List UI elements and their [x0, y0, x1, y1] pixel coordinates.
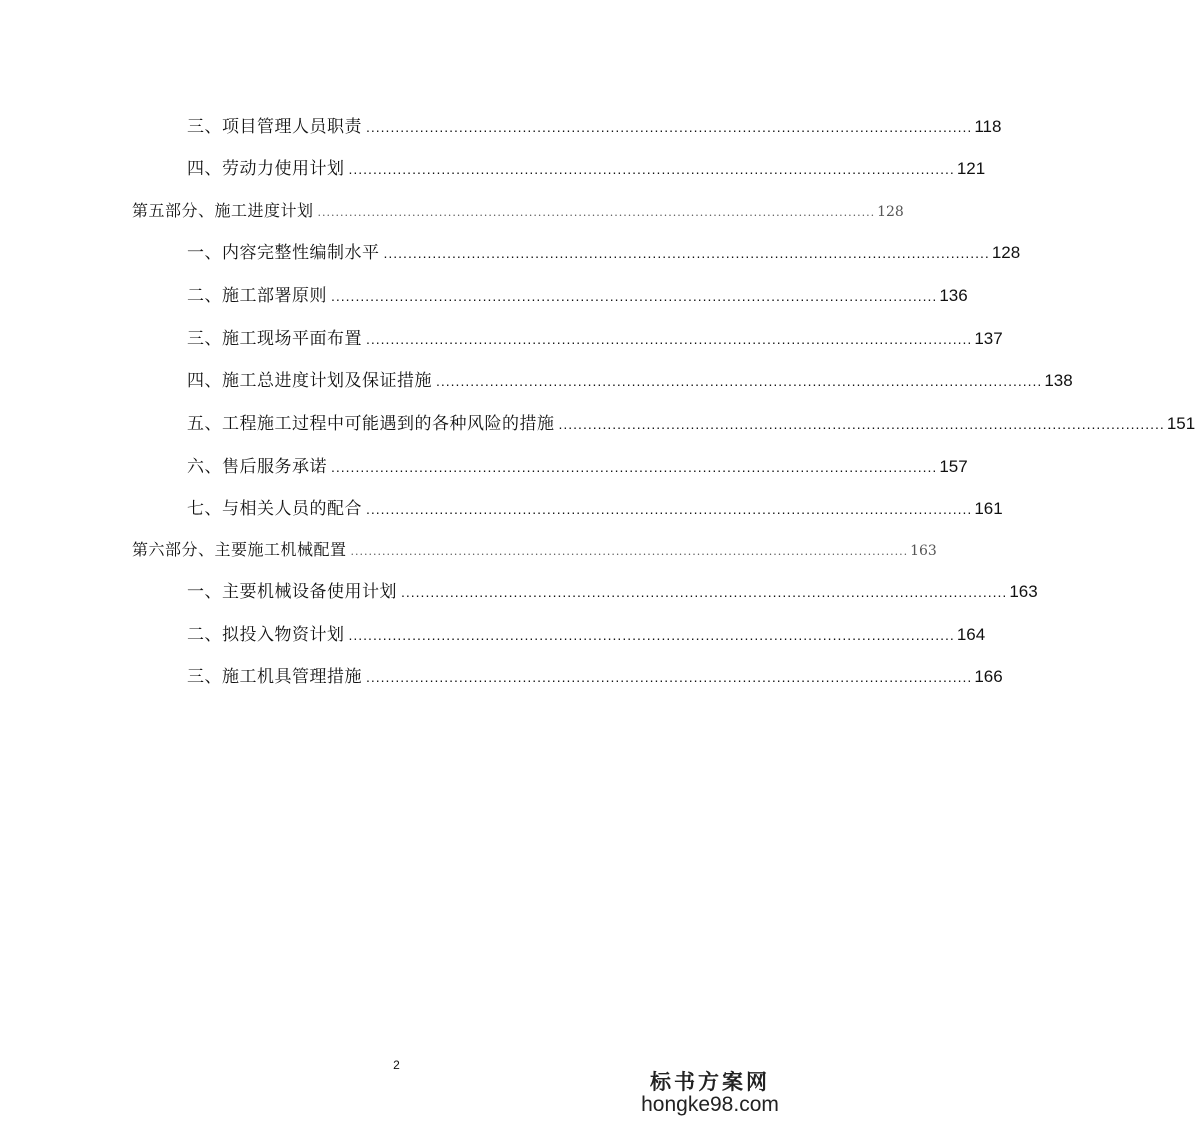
- toc-entry-title: 三、项目管理人员职责: [187, 117, 362, 137]
- toc-entry-title: 三、施工机具管理措施: [187, 667, 362, 687]
- toc-entry-title: 一、内容完整性编制水平: [187, 243, 380, 263]
- toc-entry-title: 四、劳动力使用计划: [187, 159, 345, 179]
- toc-dot-leader: ............................................................................................................................: [331, 288, 938, 304]
- toc-dot-leader: ............................................................................................................................: [348, 161, 955, 177]
- toc-section-entry[interactable]: [132, 198, 904, 224]
- toc-entry-title: 四、施工总进度计划及保证措施: [187, 371, 432, 391]
- toc-entry[interactable]: [187, 326, 1003, 352]
- toc-entry[interactable]: [187, 454, 968, 480]
- watermark-domain-text: hongke98.com: [641, 1092, 779, 1116]
- toc-dot-leader: ............................................................................................................................: [558, 416, 1165, 432]
- toc-entry-page: 164: [956, 625, 986, 644]
- toc-entry-title: 七、与相关人员的配合: [187, 499, 362, 519]
- toc-dot-leader: ............................................................................................................................: [350, 545, 909, 558]
- toc-entry-page: 166: [974, 667, 1003, 686]
- toc-entry[interactable]: [187, 664, 1003, 690]
- toc-entry-title: 二、施工部署原则: [187, 286, 327, 306]
- toc-entry[interactable]: [187, 579, 1038, 605]
- toc-entry[interactable]: [187, 622, 986, 648]
- toc-dot-leader: ............................................................................................................................: [366, 119, 973, 135]
- toc-dot-leader: ............................................................................................................................: [383, 245, 990, 261]
- toc-entry-page: 163: [910, 543, 937, 559]
- toc-entry[interactable]: [187, 114, 1002, 140]
- page-number: 2: [393, 1058, 400, 1072]
- toc-entry[interactable]: [187, 240, 1021, 266]
- toc-entry-page: 118: [974, 117, 1002, 136]
- toc-entry-page: 163: [1009, 582, 1038, 601]
- toc-entry-page: 136: [939, 286, 968, 305]
- toc-dot-leader: ............................................................................................................................: [366, 501, 973, 517]
- toc-entry-page: 157: [939, 457, 968, 476]
- toc-entry-title: 六、售后服务承诺: [187, 457, 327, 477]
- toc-entry-title: 三、施工现场平面布置: [187, 329, 362, 349]
- toc-entry-page: 137: [974, 329, 1003, 348]
- toc-dot-leader: ............................................................................................................................: [331, 459, 938, 475]
- toc-dot-leader: ............................................................................................................................: [366, 331, 973, 347]
- toc-entry-title: 一、主要机械设备使用计划: [187, 582, 397, 602]
- toc-entry-title: 第五部分、施工进度计划: [132, 201, 314, 220]
- toc-entry-page: 151: [1166, 414, 1195, 433]
- toc-entry-page: 121: [956, 159, 986, 178]
- toc-dot-leader: ............................................................................................................................: [401, 584, 1008, 600]
- watermark: [635, 1070, 785, 1116]
- toc-entry-title: 五、工程施工过程中可能遇到的各种风险的措施: [187, 414, 555, 434]
- toc-entry-page: 128: [877, 204, 904, 220]
- toc-entry[interactable]: [187, 283, 968, 309]
- toc-entry-page: 138: [1044, 371, 1073, 390]
- watermark-chinese-text: 标书方案网: [650, 1068, 770, 1094]
- toc-dot-leader: ............................................................................................................................: [436, 373, 1043, 389]
- toc-entry[interactable]: [187, 411, 1195, 437]
- toc-section-entry[interactable]: [132, 537, 937, 563]
- toc-dot-leader: ............................................................................................................................: [348, 627, 955, 643]
- toc-dot-leader: ............................................................................................................................: [317, 206, 876, 219]
- toc-entry-title: 二、拟投入物资计划: [187, 625, 345, 645]
- toc-entry-title: 第六部分、主要施工机械配置: [132, 540, 347, 559]
- toc-entry-page: 161: [974, 499, 1003, 518]
- toc-entry[interactable]: [187, 368, 1073, 394]
- toc-entry-page: 128: [991, 243, 1021, 262]
- toc-entry[interactable]: [187, 156, 986, 182]
- toc-entry[interactable]: [187, 496, 1003, 522]
- toc-dot-leader: ............................................................................................................................: [366, 669, 973, 685]
